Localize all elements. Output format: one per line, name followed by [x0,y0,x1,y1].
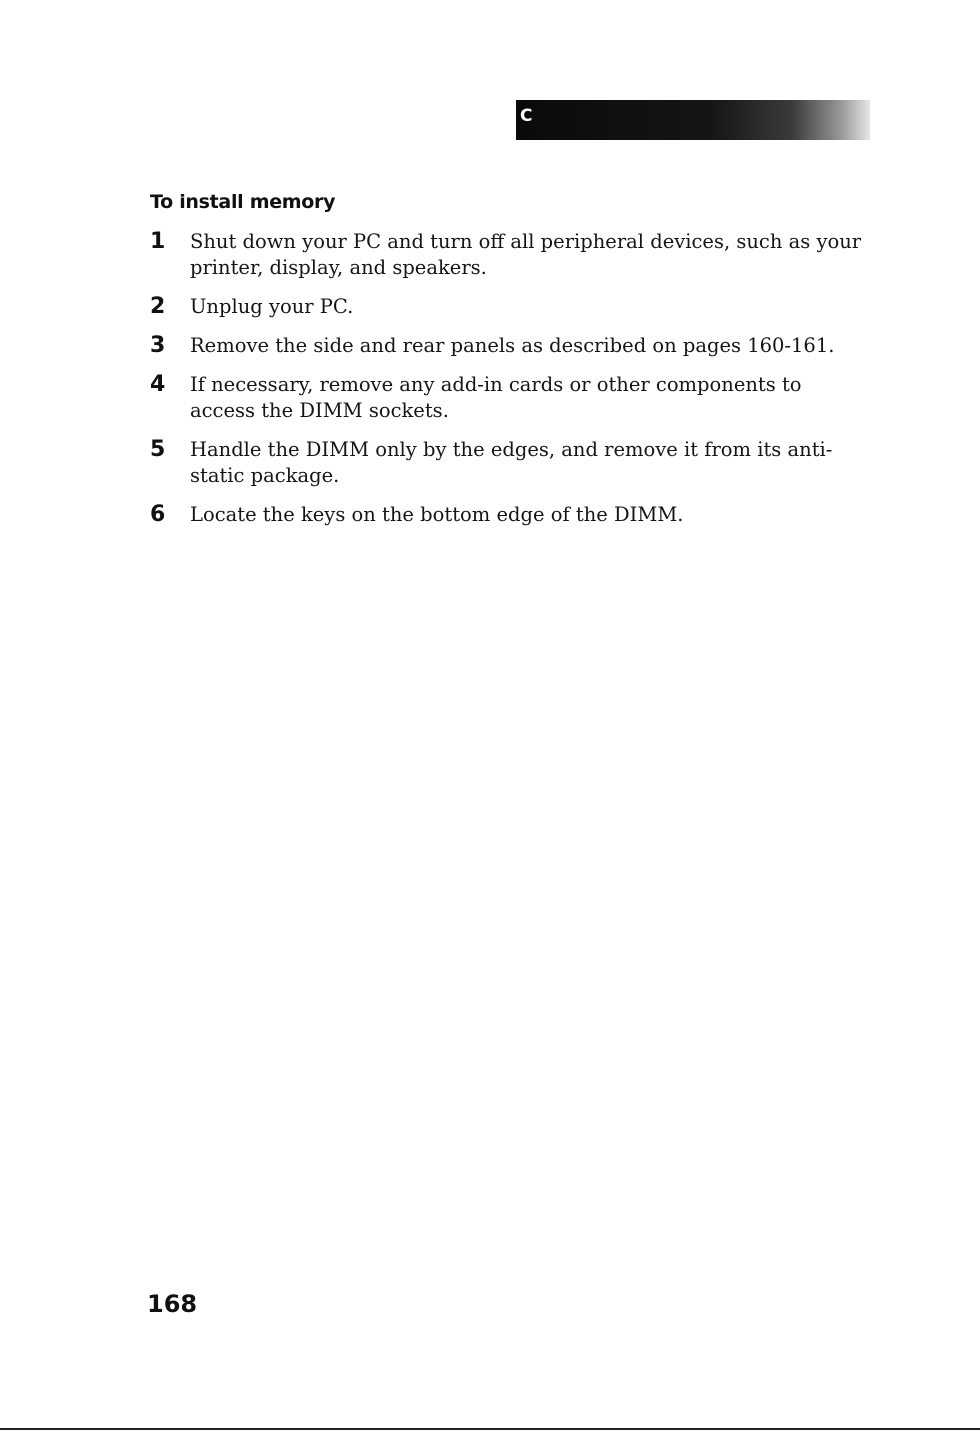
step-list [150,229,870,541]
step-number: 3 [150,333,166,358]
page-bottom-edge [0,1428,980,1430]
step-number: 4 [150,372,166,397]
step-item [150,502,870,528]
step-item [150,294,870,320]
chapter-tab [516,100,870,140]
step-text: Unplug your PC. [190,295,354,318]
step-text: Remove the side and rear panels as described on pages 160-161. [190,334,835,357]
chapter-tab-letter: C [520,106,533,126]
step-text: Shut down your PC and turn off all peripheral devices, such as your printer, display, and speakers. [190,230,862,279]
step-number: 5 [150,437,166,462]
step-text: Locate the keys on the bottom edge of the DIMM. [190,503,684,526]
step-item [150,333,870,359]
page-number: 168 [147,1290,198,1318]
step-item [150,372,870,424]
step-number: 1 [150,229,166,254]
step-number: 6 [150,502,166,527]
section-heading: To install memory [150,191,336,213]
step-text: If necessary, remove any add-in cards or other components to access the DIMM sockets. [190,373,802,422]
step-item [150,229,870,281]
step-text: Handle the DIMM only by the edges, and remove it from its anti-static package. [190,438,833,487]
step-number: 2 [150,294,166,319]
step-item [150,437,870,489]
